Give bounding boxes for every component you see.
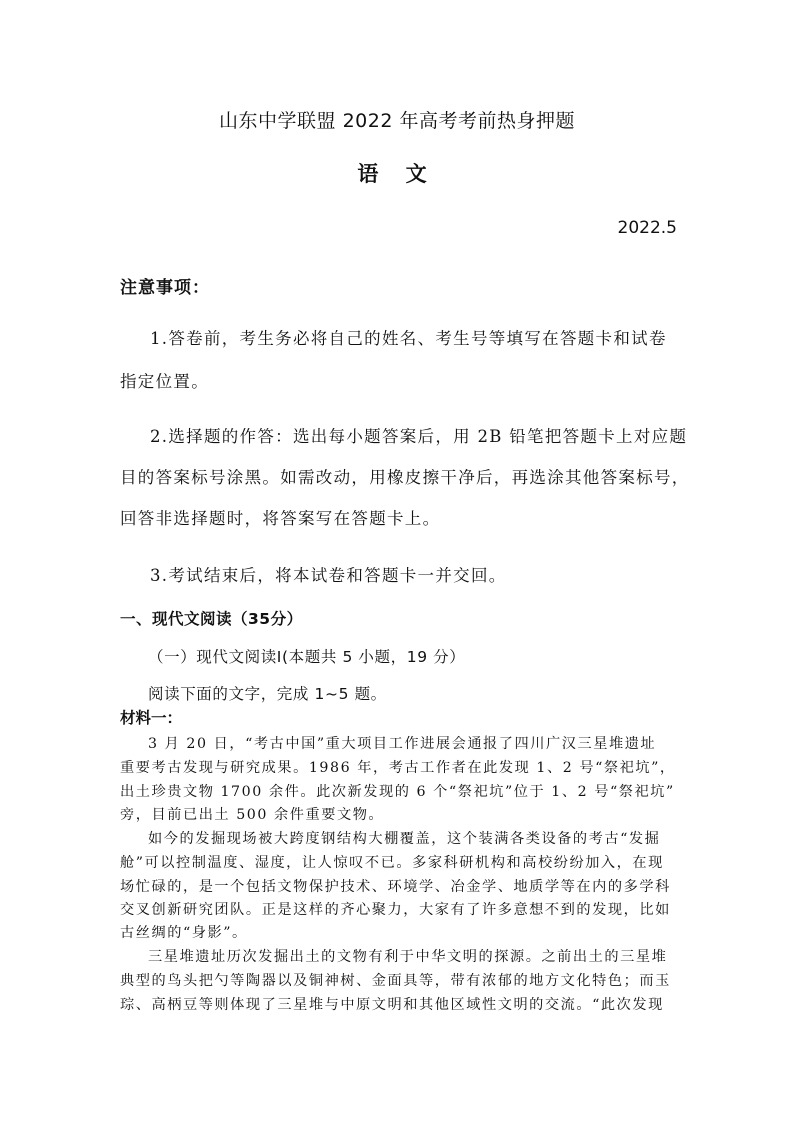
material-line: 重要考古发现与研究成果。1986 年，考古工作者在此发现 1、2 号“祭祀坑”， xyxy=(120,760,676,776)
section-heading: 一、现代文阅读（35分） xyxy=(120,610,303,628)
material-line: 如今的发掘现场被大跨度钢结构大棚覆盖，这个装满各类设备的考古“发掘 xyxy=(148,831,661,847)
material-line: 三星堆遗址历次发掘出土的文物有利于中华文明的探源。之前出土的三星堆 xyxy=(148,949,668,965)
material-line: 3 月 20 日，“考古中国”重大项目工作进展会通报了四川广汉三星堆遗址 xyxy=(148,736,657,752)
material-line: 古丝绸的“身影”。 xyxy=(120,925,248,941)
reading-instruction: 阅读下面的文字，完成 1~5 题。 xyxy=(148,685,387,703)
notice-heading: 注意事项： xyxy=(120,278,210,298)
notice-item-1-line-2: 指定位置。 xyxy=(120,372,209,391)
notice-item-2-line-1: 2.选择题的作答：选出每小题答案后，用 2B 铅笔把答题卡上对应题 xyxy=(150,427,688,446)
material-line: 舱”可以控制温度、湿度，让人惊叹不已。多家科研机构和高校纷纷加入，在现 xyxy=(120,855,664,871)
material-line: 交叉创新研究团队。正是这样的齐心聚力，大家有了许多意想不到的发现，比如 xyxy=(120,902,671,918)
material-heading: 材料一： xyxy=(120,709,183,727)
notice-item-2-line-2: 目的答案标号涂黑。如需改动，用橡皮擦干净后，再选涂其他答案标号， xyxy=(120,468,690,487)
material-line: 旁，目前已出土 500 余件重要文物。 xyxy=(120,807,385,823)
exam-date: 2022.5 xyxy=(617,218,677,238)
notice-item-3-line-1: 3.考试结束后，将本试卷和答题卡一并交回。 xyxy=(150,566,507,585)
notice-item-1-line-1: 1.答卷前，考生务必将自己的姓名、考生号等填写在答题卡和试卷 xyxy=(150,329,667,348)
material-line: 出土珍贵文物 1700 余件。此次新发现的 6 个“祭祀坑”位于 1、2 号“祭祀坑” xyxy=(120,784,675,800)
material-line: 典型的鸟头把勺等陶器以及铜神树、金面具等，带有浓郁的地方文化特色；而玉 xyxy=(120,973,671,989)
material-line: 场忙碌的，是一个包括文物保护技术、环境学、冶金学、地质学等在内的多学科 xyxy=(120,879,671,895)
subsection-heading: （一）现代文阅读Ⅰ(本题共 5 小题，19 分） xyxy=(148,648,466,666)
subject-heading: 语 文 xyxy=(357,161,437,186)
exam-title: 山东中学联盟 2022 年高考考前热身押题 xyxy=(219,110,575,132)
notice-item-2-line-3: 回答非选择题时，将答案写在答题卡上。 xyxy=(120,509,441,528)
material-line: 琮、高柄豆等则体现了三星堆与中原文明和其他区域性文明的交流。“此次发现 xyxy=(120,997,664,1013)
